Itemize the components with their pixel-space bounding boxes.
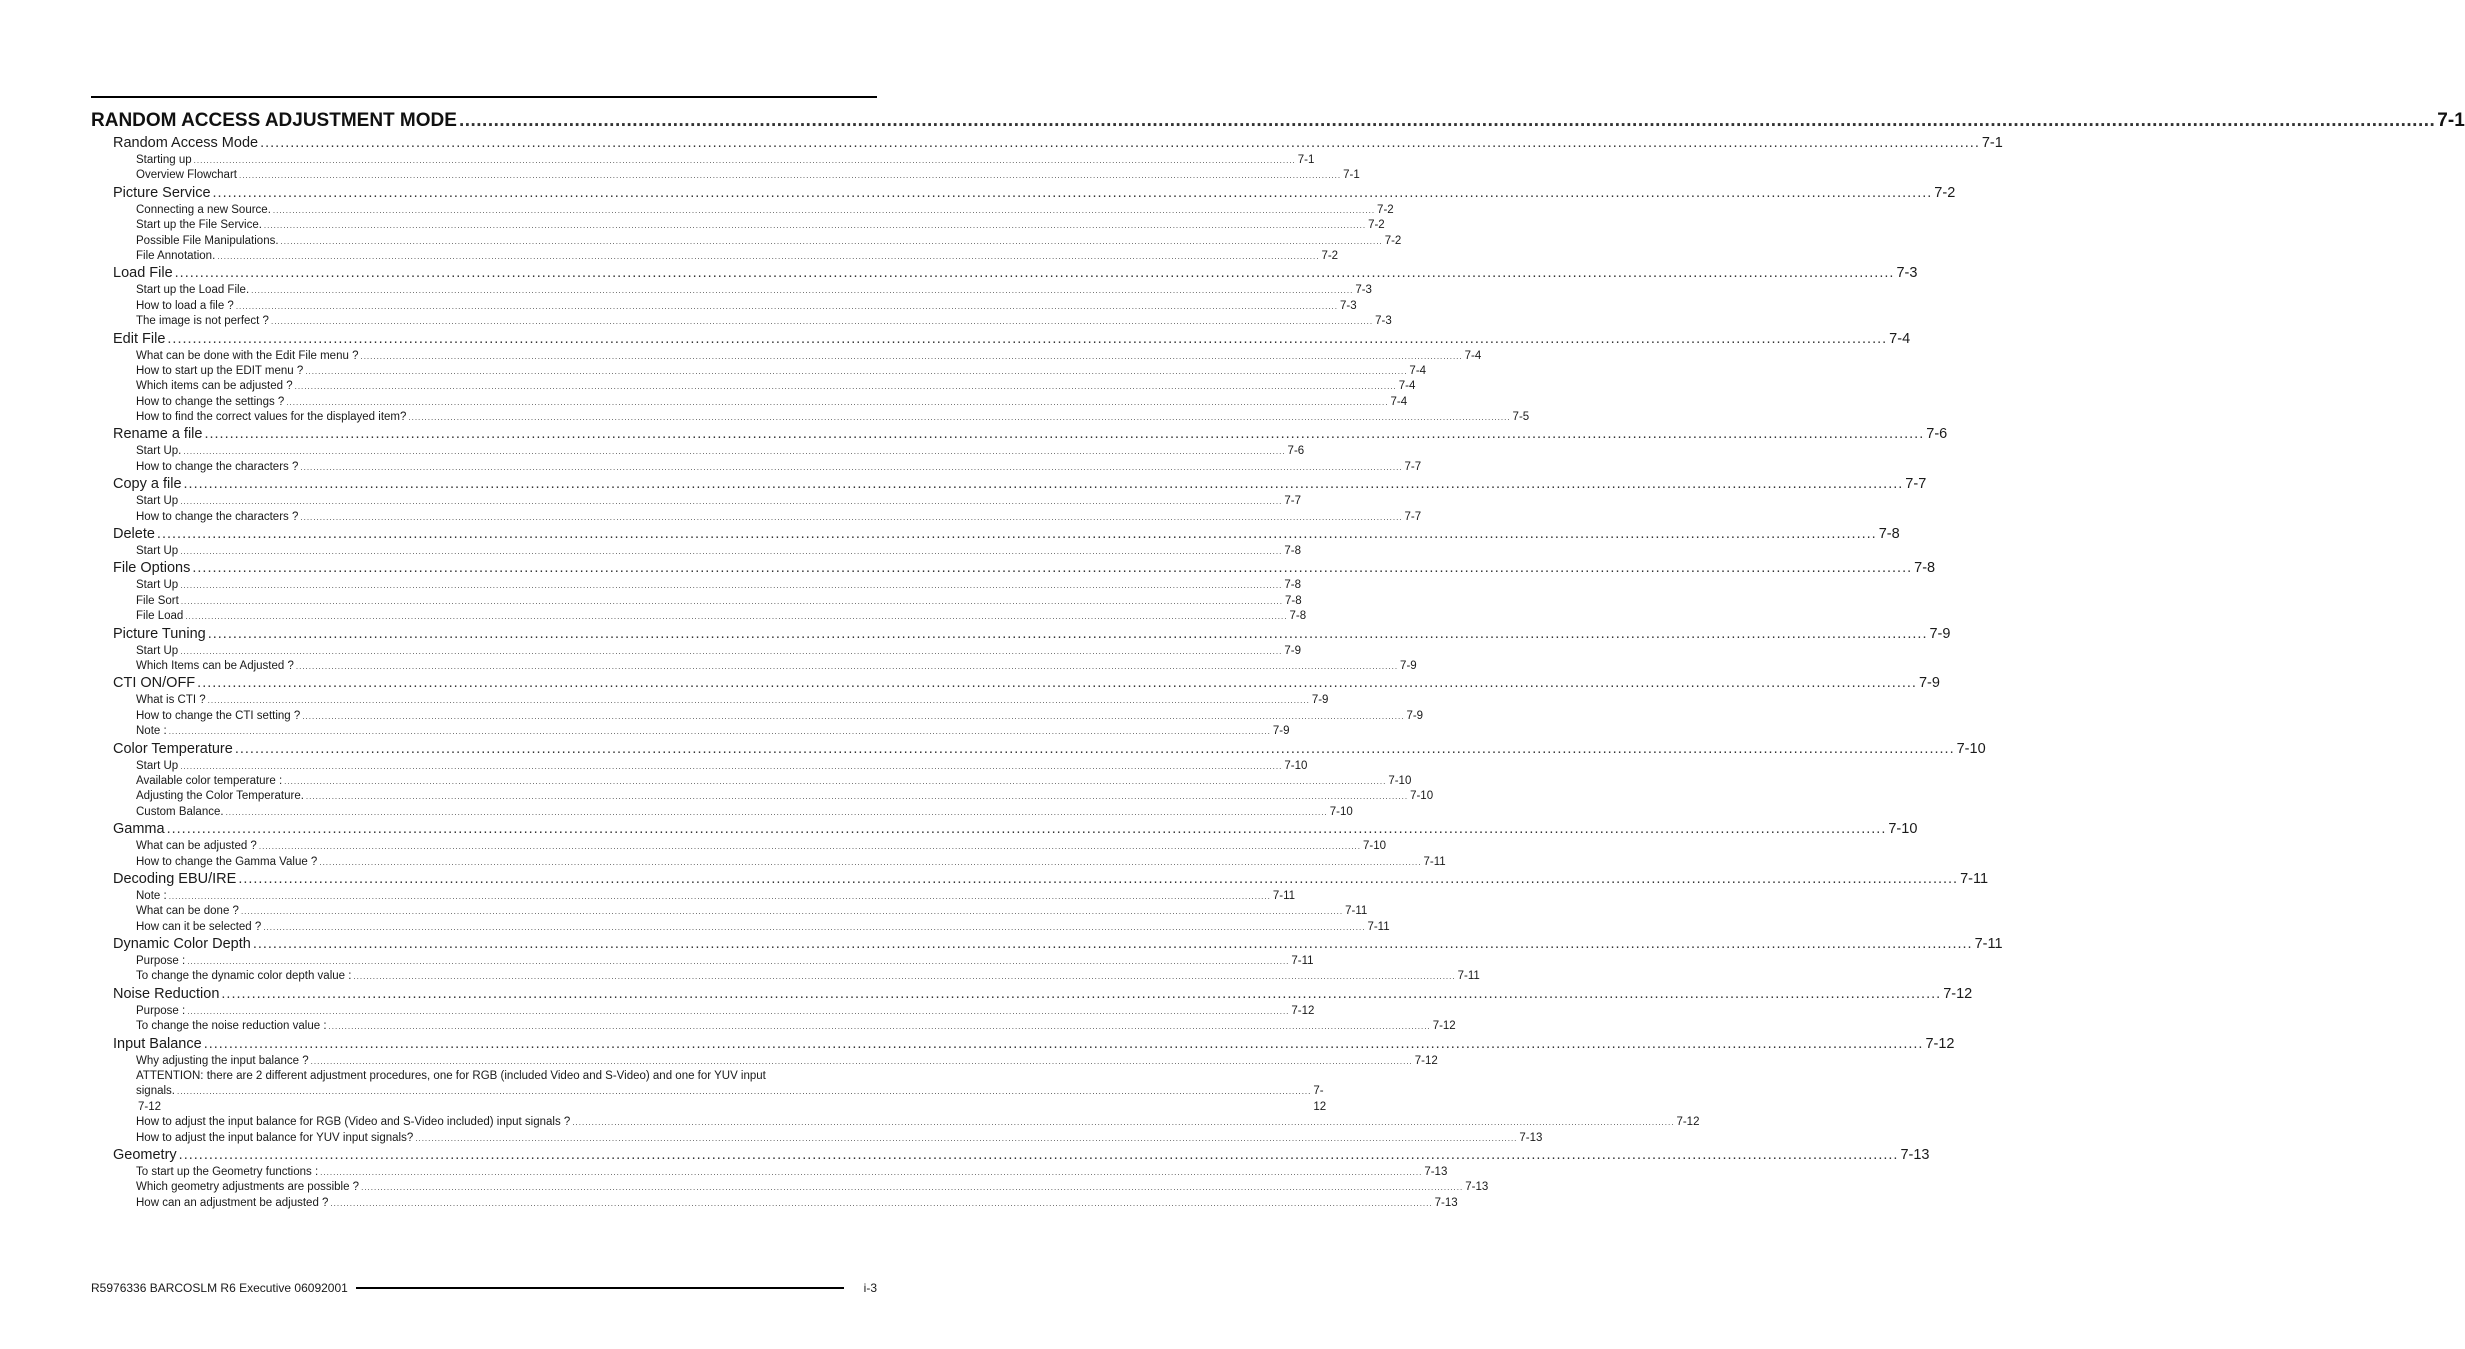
leader-dots: [238, 870, 1958, 889]
subsection-entry-title: Available color temperature :: [136, 774, 283, 787]
subsection-entry-title: Note :: [136, 889, 167, 902]
leader-dots: [415, 1131, 1517, 1146]
subsection-entry[interactable]: [91, 920, 1390, 935]
section-entry-page: 7-8: [1914, 560, 1936, 577]
subsection-entry-title: How to change the characters ?: [136, 510, 299, 523]
subsection-entry-title: Purpose :: [136, 955, 186, 968]
leader-dots: [239, 168, 1341, 183]
subsection-entry-title: How to change the settings ?: [136, 395, 285, 408]
leader-dots: [167, 330, 1887, 349]
subsection-entry-page: 7-7: [1404, 460, 1422, 473]
subsection-entry-title: To change the noise reduction value :: [136, 1020, 327, 1033]
subsection-entry-page: 7-6: [1287, 445, 1305, 458]
subsection-entry[interactable]: [91, 364, 1427, 379]
subsection-entry[interactable]: [91, 203, 1394, 218]
subsection-entry[interactable]: [91, 839, 1387, 854]
subsection-entry-title: Note :: [136, 725, 167, 738]
subsection-entry-page: 7-9: [1400, 659, 1417, 672]
section-entry-title: Color Temperature: [113, 740, 233, 757]
subsection-entry-title: How to adjust the input balance for RGB (Video and S-Video included) input signals ?: [136, 1116, 571, 1129]
subsection-entry-page: 7-13: [1519, 1131, 1543, 1144]
subsection-entry-title: What can be adjusted ?: [136, 840, 257, 853]
table-of-contents: [91, 108, 2465, 1211]
leader-dots: [260, 134, 1980, 153]
subsection-entry-title: How to change the characters ?: [136, 460, 299, 473]
subsection-entry[interactable]: [91, 855, 1446, 870]
subsection-entry-title: How to adjust the input balance for YUV input signals?: [136, 1131, 414, 1144]
subsection-entry-page: 7-10: [1284, 759, 1308, 772]
section-entry-page: 7-10: [1956, 740, 1986, 757]
subsection-entry-page: 7-2: [1321, 249, 1339, 262]
chapter-title: RANDOM ACCESS ADJUSTMENT MODE: [91, 110, 457, 131]
leader-dots: [296, 659, 1398, 674]
section-entry-page: 7-12: [1943, 985, 1973, 1002]
subsection-entry[interactable]: [91, 1019, 1456, 1034]
section-entry-title: Picture Tuning: [113, 625, 206, 642]
leader-dots: [204, 425, 1924, 444]
subsection-entry-page: 7-12: [1291, 1004, 1315, 1017]
subsection-entry-title: How to change the CTI setting ?: [136, 709, 301, 722]
subsection-entry-page: 7-1: [1343, 169, 1360, 182]
subsection-entry-page: 7-4: [1398, 380, 1416, 393]
stray-page-number: 7-12: [138, 1100, 162, 1113]
section-entry-title: Dynamic Color Depth: [113, 936, 251, 953]
subsection-entry[interactable]: [91, 1196, 1458, 1211]
subsection-entry-page: 7-10: [1388, 774, 1412, 787]
section-entry-title: Copy a file: [113, 476, 182, 493]
subsection-entry-page: 7-4: [1390, 395, 1408, 408]
section-entry-page: 7-9: [1918, 675, 1940, 692]
toc-sections: [91, 134, 2003, 1211]
section-entry[interactable]: [91, 525, 1900, 544]
subsection-entry-title: Connecting a new Source.: [136, 203, 271, 216]
subsection-entry[interactable]: [91, 299, 1357, 314]
leader-dots: [300, 510, 1402, 525]
leader-dots: [271, 314, 1373, 329]
section-entry-title: Picture Service: [113, 184, 211, 201]
subsection-entry[interactable]: [91, 594, 1302, 609]
leader-dots: [192, 559, 1912, 578]
subsection-entry-page: 7-2: [1368, 219, 1385, 232]
chapter-page: 7-1: [2437, 110, 2465, 131]
top-rule: [91, 96, 877, 98]
leader-dots: [194, 153, 1296, 168]
subsection-entry-page: 7-9: [1406, 709, 1424, 722]
subsection-entry[interactable]: [91, 249, 1339, 264]
subsection-entry[interactable]: [91, 954, 1314, 969]
subsection-entry-page: 7-10: [1410, 790, 1434, 803]
section-entry[interactable]: [91, 820, 1918, 839]
subsection-entry[interactable]: [91, 544, 1301, 559]
leader-dots: [295, 379, 1397, 394]
subsection-entry-page: 7-8: [1289, 610, 1307, 623]
leader-dots: [264, 218, 1366, 233]
subsection-entry[interactable]: [91, 410, 1530, 425]
subsection-entry[interactable]: [91, 349, 1482, 364]
subsection-entry-page: 7-3: [1375, 315, 1392, 328]
subsection-entry-title: File Annotation.: [136, 249, 216, 262]
subsection-entry[interactable]: [91, 1131, 1543, 1146]
leader-dots: [197, 674, 1917, 693]
leader-dots: [329, 1019, 1431, 1034]
subsection-entry-page: 7-13: [1465, 1181, 1489, 1194]
section-entry-title: Delete: [113, 526, 155, 543]
section-entry-page: 7-7: [1905, 476, 1927, 493]
leader-dots: [221, 985, 1941, 1004]
subsection-entry-page: 7-8: [1284, 579, 1301, 592]
subsection-entry-title: Custom Balance.: [136, 805, 224, 818]
leader-dots: [208, 625, 1928, 644]
leader-dots: [208, 693, 1310, 708]
leader-dots: [306, 789, 1408, 804]
leader-dots: [302, 709, 1404, 724]
section-entry-title: Gamma: [113, 821, 165, 838]
subsection-entry[interactable]: [91, 153, 1315, 168]
subsection-entry-page: 7-8: [1284, 545, 1301, 558]
subsection-entry[interactable]: [91, 789, 1434, 804]
page-footer: [91, 1281, 877, 1295]
subsection-entry-title: Start Up: [136, 759, 179, 772]
subsection-entry-title: What can be done ?: [136, 905, 239, 918]
leader-dots: [281, 234, 1383, 249]
subsection-entry[interactable]: [91, 168, 1360, 183]
section-entry[interactable]: [91, 740, 1986, 759]
leader-dots: [251, 283, 1353, 298]
section-entry[interactable]: [91, 330, 1911, 349]
subsection-entry-title: Start Up: [136, 495, 179, 508]
subsection-entry[interactable]: [91, 805, 1353, 820]
subsection-entry-title: How can an adjustment be adjusted ?: [136, 1196, 329, 1209]
footer-page-number: i-3: [863, 1281, 877, 1295]
section-entry[interactable]: [91, 184, 1956, 203]
subsection-entry-title: Why adjusting the input balance ?: [136, 1054, 309, 1067]
subsection-entry[interactable]: [91, 218, 1385, 233]
subsection-entry-title: Start Up.: [136, 445, 182, 458]
subsection-entry-page: 7-9: [1311, 694, 1329, 707]
section-entry[interactable]: [91, 1035, 1955, 1054]
leader-dots: [204, 1035, 1924, 1054]
section-entry-title: Input Balance: [113, 1035, 202, 1052]
subsection-entry[interactable]: [91, 693, 1329, 708]
section-entry-page: 7-3: [1896, 265, 1918, 282]
subsection-entry[interactable]: [91, 609, 1307, 624]
subsection-entry-page: 7-12: [1676, 1116, 1700, 1129]
leader-dots: [284, 774, 1386, 789]
leader-dots: [408, 410, 1510, 425]
subsection-entry-title: Possible File Manipulations.: [136, 234, 279, 247]
subsection-entry-page: 7-2: [1377, 203, 1394, 216]
subsection-entry-title: Adjusting the Color Temperature.: [136, 790, 304, 803]
subsection-entry[interactable]: [91, 1054, 1438, 1069]
subsection-entry[interactable]: [91, 904, 1368, 919]
subsection-entry-title: Start up the Load File.: [136, 284, 250, 297]
section-entry-page: 7-11: [1974, 936, 2003, 953]
subsection-entry[interactable]: [91, 659, 1417, 674]
subsection-entry[interactable]: [91, 724, 1290, 739]
section-entry-page: 7-6: [1926, 426, 1948, 443]
footer-rule: [356, 1287, 844, 1289]
section-entry[interactable]: [91, 425, 1948, 444]
subsection-entry-title: How can it be selected ?: [136, 920, 262, 933]
leader-dots: [187, 954, 1289, 969]
subsection-entry[interactable]: [91, 234, 1402, 249]
subsection-entry-title: Start Up: [136, 545, 179, 558]
leader-dots: [273, 203, 1375, 218]
leader-dots: [330, 1196, 1432, 1211]
leader-dots: [177, 1084, 1311, 1099]
leader-dots: [241, 904, 1343, 919]
subsection-entry-title: File Load: [136, 610, 184, 623]
subsection-entry-page: 7-4: [1464, 349, 1482, 362]
section-entry-title: Random Access Mode: [113, 135, 259, 151]
subsection-entry[interactable]: [91, 759, 1308, 774]
leader-dots: [180, 644, 1282, 659]
subsection-entry-title: File Sort: [136, 594, 179, 607]
subsection-entry[interactable]: [91, 283, 1372, 298]
subsection-entry[interactable]: [91, 774, 1412, 789]
section-entry-title: Rename a file: [113, 426, 203, 443]
subsection-entry-page: 7-1: [1297, 154, 1315, 166]
subsection-entry-title: Start Up: [136, 644, 179, 657]
leader-dots: [179, 1146, 1899, 1165]
attention-text-end: signals.: [136, 1085, 175, 1098]
subsection-entry[interactable]: [91, 709, 1424, 724]
section-entry-title: Noise Reduction: [113, 985, 220, 1002]
subsection-entry[interactable]: [91, 1165, 1448, 1180]
leader-dots: [253, 935, 1973, 954]
leader-dots: [360, 349, 1462, 364]
subsection-entry-title: What can be done with the Edit File menu ?: [136, 349, 359, 362]
subsection-entry-page: 7-2: [1384, 234, 1402, 247]
leader-dots: [187, 1004, 1289, 1019]
subsection-entry-title: How to find the correct values for the displayed item?: [136, 411, 407, 424]
subsection-entry[interactable]: [91, 1004, 1315, 1019]
subsection-entry[interactable]: [91, 1180, 1489, 1195]
subsection-entry-page: 7-10: [1363, 840, 1387, 853]
section-entry[interactable]: [91, 935, 2003, 954]
leader-dots: [311, 1054, 1413, 1069]
subsection-entry-title: Start Up: [136, 579, 179, 592]
section-entry-title: File Options: [113, 560, 191, 577]
attention-page: 7-12: [1313, 1085, 1327, 1113]
subsection-entry-title: Which items can be adjusted ?: [136, 380, 293, 393]
leader-dots: [361, 1180, 1463, 1195]
section-entry[interactable]: [91, 559, 1936, 578]
subsection-entry[interactable]: [91, 314, 1392, 329]
section-entry-page: 7-13: [1900, 1146, 1930, 1163]
subsection-entry-title: Starting up: [136, 154, 192, 166]
leader-dots: [572, 1115, 1674, 1130]
subsection-entry-page: 7-11: [1291, 955, 1314, 968]
leader-dots: [320, 1165, 1422, 1180]
subsection-entry[interactable]: [91, 494, 1301, 509]
leader-dots: [300, 460, 1402, 475]
leader-dots: [305, 364, 1407, 379]
attention-entry[interactable]: [91, 1069, 1327, 1113]
subsection-entry-page: 7-7: [1284, 495, 1301, 508]
leader-dots: [236, 299, 1338, 314]
subsection-entry-page: 7-5: [1512, 411, 1530, 424]
section-entry-page: 7-8: [1878, 526, 1900, 543]
leader-dots: [183, 444, 1285, 459]
section-entry[interactable]: [91, 134, 2003, 153]
section-entry[interactable]: [91, 475, 1927, 494]
subsection-entry-page: 7-3: [1355, 284, 1372, 297]
section-entry-page: 7-2: [1934, 184, 1956, 201]
subsection-entry-page: 7-13: [1424, 1165, 1448, 1178]
chapter-entry[interactable]: [91, 108, 2465, 134]
subsection-entry[interactable]: [91, 395, 1408, 410]
subsection-entry[interactable]: [91, 510, 1422, 525]
subsection-entry-page: 7-12: [1432, 1020, 1456, 1033]
leader-dots: [169, 889, 1271, 904]
subsection-entry-page: 7-3: [1339, 299, 1357, 312]
section-entry-page: 7-10: [1888, 821, 1918, 838]
subsection-entry-page: 7-4: [1409, 364, 1427, 377]
leader-dots: [286, 395, 1388, 410]
section-entry[interactable]: [91, 985, 1973, 1004]
subsection-entry-title: Which Items can be Adjusted ?: [136, 659, 294, 672]
subsection-entry-page: 7-10: [1329, 805, 1353, 818]
section-entry-page: 7-1: [1981, 135, 2003, 151]
section-entry-page: 7-12: [1925, 1035, 1955, 1052]
subsection-entry[interactable]: [91, 889, 1296, 904]
leader-dots: [157, 525, 1877, 544]
subsection-entry-title: What is CTI ?: [136, 694, 206, 707]
subsection-entry[interactable]: [91, 578, 1301, 593]
subsection-entry-title: How to change the Gamma Value ?: [136, 855, 318, 868]
subsection-entry-title: Which geometry adjustments are possible ?: [136, 1181, 360, 1194]
section-entry[interactable]: [91, 625, 1951, 644]
leader-dots: [235, 740, 1955, 759]
leader-dots: [169, 724, 1271, 739]
leader-dots: [353, 969, 1455, 984]
subsection-entry-page: 7-7: [1404, 510, 1422, 523]
section-entry[interactable]: [91, 1146, 1930, 1165]
subsection-entry[interactable]: [91, 460, 1422, 475]
section-entry-page: 7-9: [1929, 625, 1951, 642]
subsection-entry[interactable]: [91, 1115, 1700, 1130]
leader-dots: [217, 249, 1319, 264]
leader-dots: [180, 759, 1282, 774]
subsection-entry-title: To start up the Geometry functions :: [136, 1165, 319, 1178]
footer-doc-id: R5976336 BARCOSLM R6 Executive 06092001: [91, 1281, 348, 1295]
subsection-entry-page: 7-11: [1367, 920, 1390, 933]
subsection-entry[interactable]: [91, 969, 1480, 984]
leader-dots: [167, 820, 1887, 839]
subsection-entry-title: To change the dynamic color depth value :: [136, 970, 352, 983]
section-entry-page: 7-11: [1960, 870, 1989, 887]
section-entry-title: Edit File: [113, 330, 166, 347]
leader-dots: [263, 920, 1365, 935]
leader-dots: [319, 855, 1421, 870]
subsection-entry-page: 7-11: [1457, 970, 1480, 983]
subsection-entry-title: Purpose :: [136, 1004, 186, 1017]
leader-dots: [259, 839, 1361, 854]
subsection-entry[interactable]: [91, 444, 1305, 459]
leader-dots: [175, 264, 1895, 283]
section-entry-title: Load File: [113, 265, 173, 282]
subsection-entry-title: Start up the File Service.: [136, 219, 262, 232]
subsection-entry-page: 7-9: [1272, 725, 1290, 738]
leader-dots: [213, 184, 1933, 203]
section-entry-page: 7-4: [1889, 330, 1911, 347]
subsection-entry-title: How to load a file ?: [136, 299, 234, 312]
leader-dots: [226, 805, 1328, 820]
leader-dots: [181, 594, 1283, 609]
subsection-entry-page: 7-11: [1423, 855, 1446, 868]
subsection-entry-page: 7-11: [1345, 905, 1368, 918]
subsection-entry-title: The image is not perfect ?: [136, 315, 269, 328]
subsection-entry[interactable]: [91, 379, 1416, 394]
subsection-entry-title: How to start up the EDIT menu ?: [136, 364, 304, 377]
section-entry[interactable]: [91, 674, 1940, 693]
subsection-entry-page: 7-12: [1414, 1054, 1438, 1067]
leader-dots: [180, 544, 1282, 559]
leader-dots: [180, 578, 1282, 593]
subsection-entry-page: 7-8: [1284, 594, 1302, 607]
subsection-entry-page: 7-13: [1434, 1196, 1458, 1209]
leader-dots: [184, 475, 1904, 494]
subsection-entry-title: Overview Flowchart: [136, 169, 237, 182]
subsection-entry-page: 7-11: [1272, 889, 1296, 902]
leader-dots: [185, 609, 1287, 624]
section-entry-title: Decoding EBU/IRE: [113, 870, 237, 887]
section-entry[interactable]: [91, 264, 1918, 283]
section-entry-title: CTI ON/OFF: [113, 675, 196, 692]
subsection-entry[interactable]: [91, 644, 1301, 659]
leader-dots: [459, 108, 2435, 134]
section-entry[interactable]: [91, 870, 1989, 889]
section-entry-title: Geometry: [113, 1146, 177, 1163]
leader-dots: [180, 494, 1282, 509]
subsection-entry-page: 7-9: [1284, 644, 1301, 657]
attention-text: ATTENTION: there are 2 different adjustment procedures, one for RGB (included Video and S-Video) and one for YUV input: [136, 1070, 766, 1083]
